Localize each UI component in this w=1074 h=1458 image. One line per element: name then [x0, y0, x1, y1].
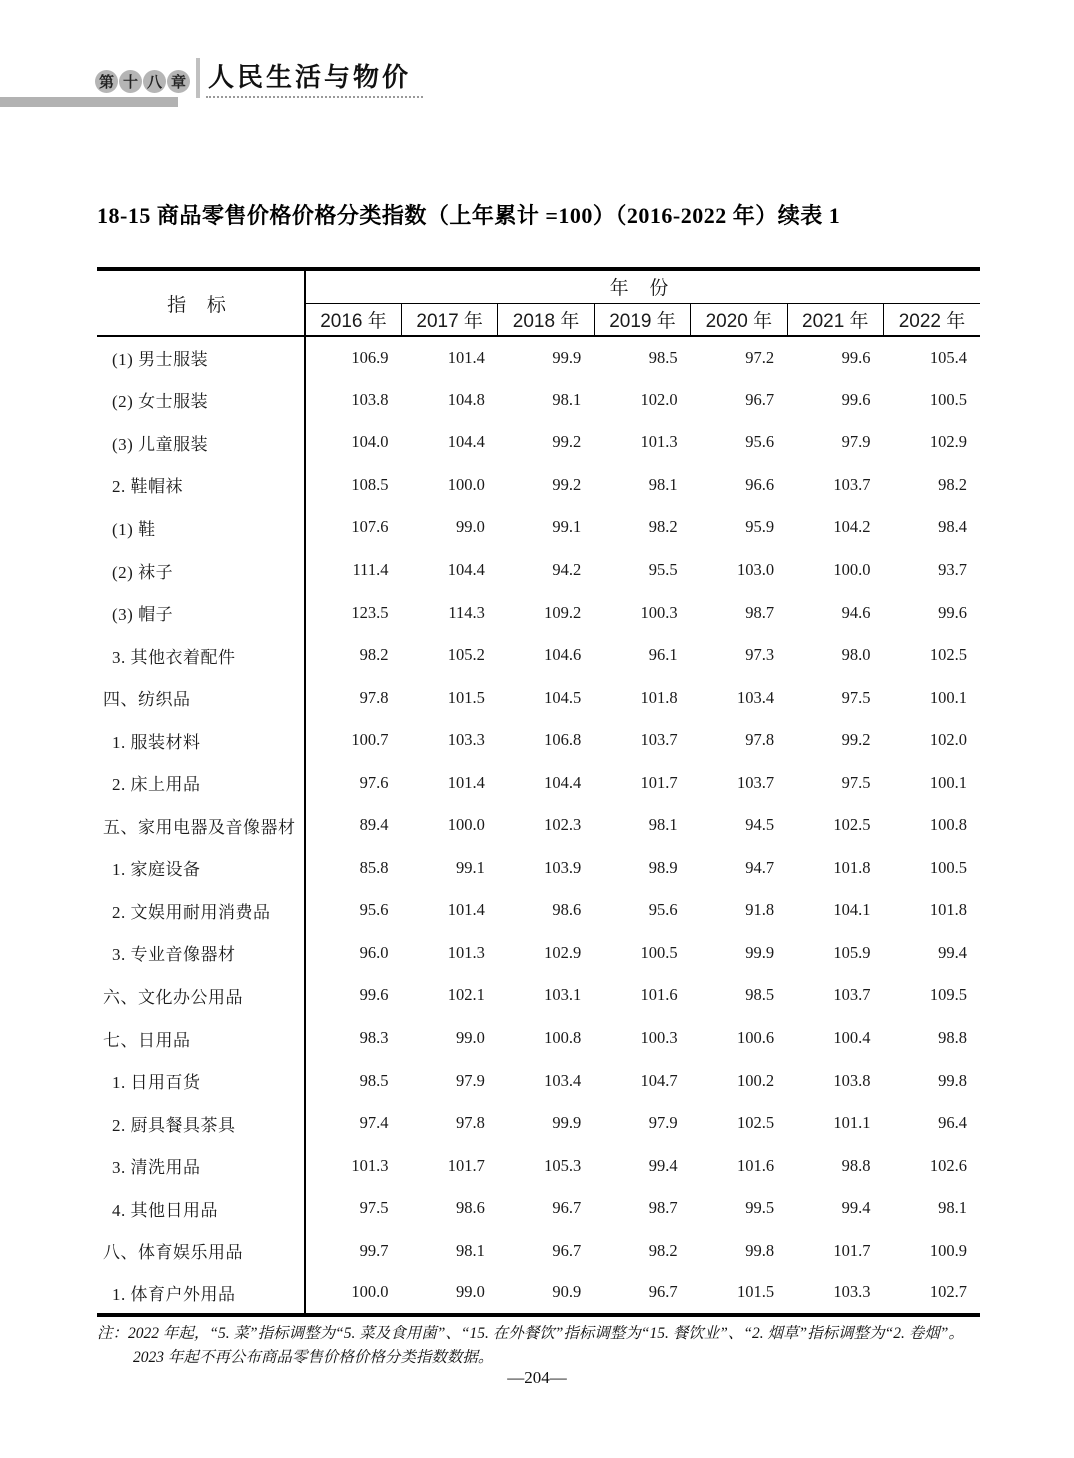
value-cell: 106.8 [544, 730, 582, 750]
value-cell: 101.5 [447, 687, 485, 707]
value-cell: 96.1 [648, 645, 678, 665]
indicator-column-header: 指 标 [97, 269, 305, 336]
value-cell: 99.1 [552, 517, 582, 537]
indicator-label: 五、家用电器及音像器材 [97, 804, 305, 847]
value-cell: 101.5 [736, 1282, 775, 1302]
value-cell: 100.8 [929, 815, 967, 835]
indicator-label: (3) 帽子 [97, 591, 305, 634]
value-cell: 98.0 [841, 645, 871, 665]
value-cell: 91.8 [745, 900, 775, 920]
value-cell: 98.1 [648, 474, 678, 494]
value-cell: 101.4 [447, 900, 485, 920]
value-cell: 103.3 [447, 730, 485, 750]
value-cell: 106.9 [351, 347, 389, 367]
indicator-label: 2. 厨具餐具茶具 [97, 1102, 305, 1145]
value-cell: 103.7 [833, 985, 871, 1005]
value-cell: 101.3 [640, 432, 678, 452]
value-cell: 102.0 [640, 389, 678, 409]
value-cell: 100.5 [929, 389, 967, 409]
indicator-label: 4. 其他日用品 [97, 1187, 305, 1230]
table-row [97, 634, 980, 677]
value-cell: 107.6 [351, 517, 389, 537]
value-cell: 109.2 [544, 602, 582, 622]
table-row [97, 591, 980, 634]
table-body [97, 336, 980, 1315]
value-cell: 111.4 [352, 560, 389, 579]
value-cell: 99.2 [552, 474, 582, 494]
value-cell: 105.2 [447, 645, 485, 665]
value-cell: 104.7 [640, 1070, 678, 1090]
indicator-label: (1) 鞋 [97, 506, 305, 549]
value-cell: 95.6 [359, 900, 389, 920]
table-row [97, 676, 980, 719]
value-cell: 99.7 [359, 1240, 389, 1260]
value-cell: 114.3 [448, 602, 485, 622]
value-cell: 102.9 [544, 942, 582, 962]
value-cell: 99.1 [455, 857, 485, 877]
year-header: 2017 年 [401, 303, 497, 336]
value-cell: 103.1 [544, 985, 582, 1005]
chapter-badge-char: 八 [143, 70, 166, 93]
value-cell: 99.2 [841, 730, 871, 750]
page-number: —204— [507, 1368, 567, 1387]
value-cell: 101.7 [833, 1240, 871, 1260]
value-cell: 100.6 [736, 1028, 775, 1048]
year-header: 2019 年 [594, 303, 690, 336]
header-row-group [97, 269, 980, 303]
value-cell: 101.6 [736, 1155, 775, 1175]
chapter-badge-char: 章 [167, 70, 190, 93]
value-cell: 105.9 [833, 942, 871, 962]
value-cell: 101.8 [833, 857, 871, 877]
value-cell: 123.5 [351, 602, 389, 622]
value-cell: 99.9 [552, 347, 582, 367]
value-cell: 98.3 [359, 1028, 389, 1048]
table-row [97, 379, 980, 422]
year-header: 2022 年 [883, 303, 980, 336]
value-cell: 102.5 [736, 1113, 775, 1133]
indicator-label: 2. 床上用品 [97, 761, 305, 804]
value-cell: 99.9 [552, 1113, 582, 1133]
chapter-divider [196, 58, 200, 98]
value-cell: 99.6 [359, 985, 389, 1005]
indicator-label: (3) 儿童服装 [97, 421, 305, 464]
value-cell: 98.2 [938, 474, 967, 494]
indicator-label: 2. 鞋帽袜 [97, 464, 305, 507]
value-cell: 94.6 [841, 602, 871, 622]
value-cell: 96.7 [745, 389, 775, 409]
value-cell: 95.6 [648, 900, 678, 920]
value-cell: 99.4 [938, 942, 967, 962]
value-cell: 98.7 [648, 1198, 678, 1218]
indicator-label: 1. 日用百货 [97, 1059, 305, 1102]
indicator-label: 3. 其他衣着配件 [97, 634, 305, 677]
value-cell: 101.3 [447, 942, 485, 962]
value-cell: 100.4 [833, 1028, 871, 1048]
value-cell: 100.1 [929, 772, 967, 792]
value-cell: 90.9 [552, 1282, 582, 1302]
indicator-label: 1. 服装材料 [97, 719, 305, 762]
value-cell: 101.7 [447, 1155, 485, 1175]
value-cell: 100.0 [833, 560, 871, 579]
value-cell: 96.7 [648, 1282, 678, 1302]
value-cell: 98.1 [938, 1198, 967, 1218]
value-cell: 98.8 [938, 1028, 967, 1048]
value-cell: 104.5 [544, 687, 582, 707]
value-cell: 103.3 [833, 1282, 871, 1302]
value-cell: 103.7 [736, 772, 775, 792]
value-cell: 104.4 [544, 772, 582, 792]
value-cell: 101.7 [640, 772, 678, 792]
value-cell: 100.9 [929, 1240, 967, 1260]
table-row [97, 506, 980, 549]
value-cell: 102.9 [929, 432, 967, 452]
value-cell: 98.6 [552, 900, 582, 920]
value-cell: 99.6 [841, 347, 871, 367]
value-cell: 102.3 [544, 815, 582, 835]
value-cell: 98.1 [552, 389, 582, 409]
price-index-table [97, 267, 980, 1317]
value-cell: 98.9 [648, 857, 678, 877]
table-row [97, 421, 980, 464]
table-row [97, 1102, 980, 1145]
value-cell: 103.8 [833, 1070, 871, 1090]
value-cell: 101.3 [351, 1155, 389, 1175]
value-cell: 104.0 [351, 432, 389, 452]
table-row [97, 847, 980, 890]
value-cell: 104.6 [544, 645, 582, 665]
value-cell: 103.7 [833, 474, 871, 494]
value-cell: 98.6 [455, 1198, 485, 1218]
chapter-decoration-bar [0, 97, 178, 107]
footnote-line-2: 2023 年起不再公布商品零售价格价格分类指数数据。 [133, 1349, 494, 1367]
value-cell: 97.6 [359, 772, 389, 792]
indicator-label: (2) 女士服装 [97, 379, 305, 422]
value-cell: 89.4 [359, 815, 389, 835]
value-cell: 97.5 [841, 687, 871, 707]
value-cell: 100.0 [351, 1282, 389, 1302]
value-cell: 96.7 [552, 1198, 582, 1218]
value-cell: 95.6 [745, 432, 775, 452]
value-cell: 97.2 [745, 347, 775, 367]
value-cell: 96.6 [745, 474, 775, 494]
value-cell: 99.8 [745, 1240, 775, 1260]
value-cell: 99.0 [455, 517, 485, 537]
chapter-row [95, 64, 423, 98]
table-title: 18-15 商品零售价格价格分类指数（上年累计 =100）（2016-2022 年）续表 1 [97, 203, 841, 228]
value-cell: 98.5 [745, 985, 775, 1005]
value-cell: 95.9 [745, 517, 775, 537]
value-cell: 99.9 [745, 942, 775, 962]
table-row [97, 974, 980, 1017]
indicator-label: 1. 家庭设备 [97, 847, 305, 890]
chapter-badge-char: 第 [95, 70, 118, 93]
table-row [97, 1272, 980, 1315]
value-cell: 100.5 [929, 857, 967, 877]
value-cell: 102.5 [833, 815, 871, 835]
table-row [97, 1187, 980, 1230]
value-cell: 102.6 [929, 1155, 967, 1175]
value-cell: 98.2 [648, 1240, 678, 1260]
value-cell: 99.8 [938, 1070, 967, 1090]
chapter-header [0, 60, 1074, 110]
value-cell: 100.0 [447, 815, 485, 835]
value-cell: 98.1 [648, 815, 678, 835]
value-cell: 97.5 [359, 1198, 389, 1218]
value-cell: 100.3 [640, 602, 678, 622]
value-cell: 97.4 [359, 1113, 389, 1133]
value-cell: 99.0 [455, 1282, 485, 1302]
value-cell: 104.1 [833, 900, 871, 920]
value-cell: 100.7 [351, 730, 389, 750]
table-row [97, 1229, 980, 1272]
value-cell: 102.5 [929, 645, 967, 665]
value-cell: 98.2 [359, 645, 389, 665]
value-cell: 108.5 [351, 474, 389, 494]
value-cell: 101.1 [833, 1113, 871, 1133]
value-cell: 109.5 [929, 985, 967, 1005]
value-cell: 102.1 [447, 985, 485, 1005]
value-cell: 101.8 [929, 900, 967, 920]
table-row [97, 761, 980, 804]
value-cell: 101.6 [640, 985, 678, 1005]
value-cell: 105.3 [544, 1155, 582, 1175]
value-cell: 94.7 [745, 857, 775, 877]
indicator-label: 八、体育娱乐用品 [97, 1229, 305, 1272]
value-cell: 99.2 [552, 432, 582, 452]
value-cell: 98.7 [745, 602, 775, 622]
value-cell: 100.1 [929, 687, 967, 707]
year-group-header: 年 份 [305, 269, 980, 303]
value-cell: 103.8 [351, 389, 389, 409]
year-header: 2018 年 [498, 303, 594, 336]
indicator-label: 1. 体育户外用品 [97, 1272, 305, 1315]
value-cell: 98.1 [455, 1240, 485, 1260]
value-cell: 100.8 [544, 1028, 582, 1048]
table-row [97, 1059, 980, 1102]
table-row [97, 932, 980, 975]
table-row [97, 336, 980, 379]
indicator-label: 四、纺织品 [97, 676, 305, 719]
table-row [97, 804, 980, 847]
value-cell: 105.4 [929, 347, 967, 367]
value-cell: 96.7 [552, 1240, 582, 1260]
value-cell: 99.0 [455, 1028, 485, 1048]
indicator-label: (2) 袜子 [97, 549, 305, 592]
value-cell: 96.4 [938, 1113, 967, 1133]
value-cell: 104.4 [447, 432, 485, 452]
value-cell: 98.2 [648, 517, 678, 537]
indicator-label: 七、日用品 [97, 1017, 305, 1060]
value-cell: 104.2 [833, 517, 871, 537]
value-cell: 99.4 [841, 1198, 871, 1218]
value-cell: 104.8 [447, 389, 485, 409]
table-row [97, 1144, 980, 1187]
value-cell: 103.4 [544, 1070, 582, 1090]
value-cell: 97.5 [841, 772, 871, 792]
value-cell: 103.7 [640, 730, 678, 750]
value-cell: 85.8 [359, 857, 389, 877]
value-cell: 101.4 [447, 772, 485, 792]
year-header: 2020 年 [691, 303, 787, 336]
value-cell: 97.3 [745, 645, 775, 665]
footnote-line-1: 注：2022 年起，“5. 菜”指标调整为“5. 菜及食用菌”、“15. 在外餐饮”指标调整为“15. 餐饮业”、“2. 烟草”指标调整为“2. 卷烟”。 [97, 1325, 964, 1342]
indicator-label: 2. 文娱用耐用消费品 [97, 889, 305, 932]
value-cell: 99.6 [841, 389, 871, 409]
year-header: 2021 年 [787, 303, 883, 336]
table-row [97, 889, 980, 932]
chapter-number-badges [95, 70, 191, 93]
value-cell: 98.8 [841, 1155, 871, 1175]
value-cell: 100.0 [447, 474, 485, 494]
value-cell: 97.9 [455, 1070, 485, 1090]
value-cell: 100.2 [736, 1070, 775, 1090]
footnote [97, 1322, 990, 1370]
value-cell: 98.5 [359, 1070, 389, 1090]
value-cell: 93.7 [938, 560, 967, 579]
chapter-title: 人民生活与物价 [206, 64, 423, 98]
table-row [97, 549, 980, 592]
indicator-label: 六、文化办公用品 [97, 974, 305, 1017]
value-cell: 101.4 [447, 347, 485, 367]
indicator-label: 3. 清洗用品 [97, 1144, 305, 1187]
value-cell: 96.0 [359, 942, 389, 962]
table-row [97, 719, 980, 762]
value-cell: 104.4 [447, 560, 485, 579]
table-row [97, 464, 980, 507]
value-cell: 97.9 [841, 432, 871, 452]
indicator-label: (1) 男士服装 [97, 336, 305, 379]
value-cell: 100.3 [640, 1028, 678, 1048]
value-cell: 103.4 [736, 687, 775, 707]
chapter-badge-char: 十 [119, 70, 142, 93]
indicator-label: 3. 专业音像器材 [97, 932, 305, 975]
year-header: 2016 年 [305, 303, 401, 336]
value-cell: 97.8 [745, 730, 775, 750]
value-cell: 102.7 [929, 1282, 967, 1302]
value-cell: 94.2 [552, 560, 582, 579]
value-cell: 95.5 [648, 560, 678, 579]
value-cell: 98.5 [648, 347, 678, 367]
value-cell: 94.5 [745, 815, 775, 835]
value-cell: 100.5 [640, 942, 678, 962]
value-cell: 98.4 [938, 517, 967, 537]
value-cell: 99.6 [938, 602, 967, 622]
value-cell: 103.9 [544, 857, 582, 877]
table-row [97, 1017, 980, 1060]
value-cell: 99.4 [648, 1155, 678, 1175]
value-cell: 103.0 [736, 560, 775, 579]
value-cell: 99.5 [745, 1198, 775, 1218]
value-cell: 101.8 [640, 687, 678, 707]
value-cell: 97.9 [648, 1113, 678, 1133]
value-cell: 102.0 [929, 730, 967, 750]
value-cell: 97.8 [455, 1113, 485, 1133]
value-cell: 97.8 [359, 687, 389, 707]
